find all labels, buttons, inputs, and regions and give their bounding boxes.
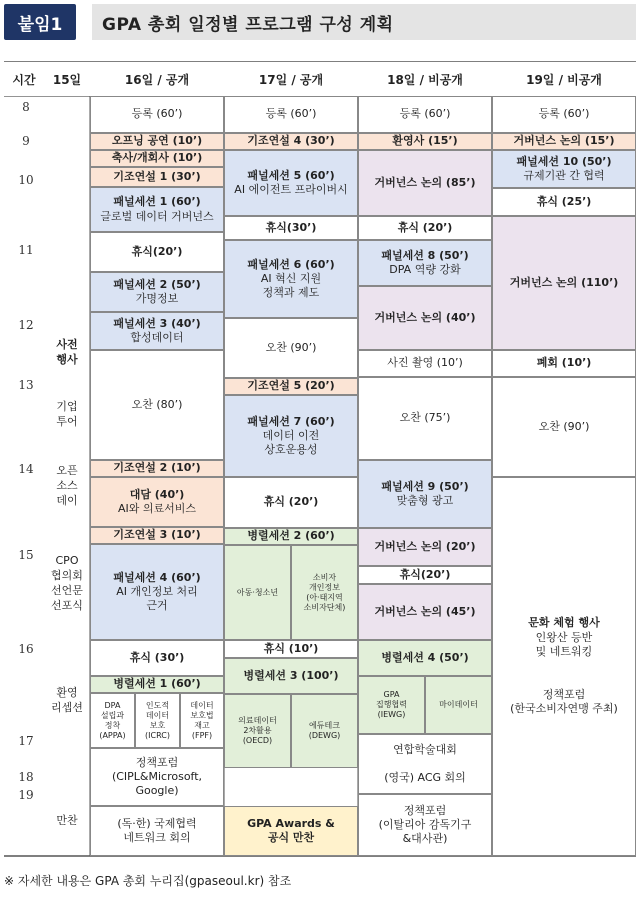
session-d18-forum: [358, 794, 492, 856]
session-d18-gov3: [358, 528, 492, 566]
hour-label: 19: [18, 788, 34, 802]
welcome-reception-label: 환영 리셉션: [51, 686, 83, 714]
session-d18-panel9: [358, 460, 492, 528]
session-title: 오프닝 공연 (10’): [111, 134, 203, 148]
day15-dinner-label: 만찬: [56, 814, 78, 827]
session-title: 패널세션 8 (50’): [381, 248, 469, 262]
session-title: 축사/개회사 (10’): [111, 151, 203, 165]
session-title: 오찬 (75’): [399, 411, 451, 425]
session-title: 병렬세션 1 (60’): [113, 677, 201, 691]
session-d19-gov1: [492, 133, 636, 150]
session-title: 거버넌스 논의 (85’): [374, 175, 476, 189]
session-detail: 인도적 데이터 보호 (ICRC): [145, 700, 170, 740]
session-title: 거버넌스 논의 (45’): [374, 604, 476, 618]
open-source-day-label: 오픈 소스 데이: [56, 464, 78, 507]
session-title: 패널세션 10 (50’): [516, 154, 612, 168]
session-detail: 소비자 개인정보 (아·태지역 소비자단체): [303, 572, 346, 612]
session-title: 기조연설 3 (10’): [113, 528, 201, 542]
session-d17-keynote4: [224, 133, 358, 150]
company-tour-label: 기업 투어: [56, 400, 78, 428]
session-d18-gov1: [358, 150, 492, 216]
session-title: 등록 (60’): [131, 107, 183, 121]
session-title: GPA Awards & 공식 만찬: [247, 816, 335, 844]
session-title: 패널세션 5 (60’): [247, 168, 335, 182]
session-detail: GPA 집행협력 (IEWG): [376, 690, 407, 719]
session-d18-break1: [358, 216, 492, 240]
hour-label: 15: [18, 548, 34, 562]
session-title: 거버넌스 논의 (15’): [513, 134, 615, 148]
session-title: 사진 촬영 (10’): [387, 356, 463, 370]
session-title: 휴식 (25’): [536, 194, 592, 208]
header-time: 시간: [4, 62, 44, 96]
cpo-declaration-label: CPO 협의회 선언문 선포식: [51, 554, 83, 612]
session-title: 휴식 (20’): [263, 495, 319, 509]
session-d17-lunch: [224, 318, 358, 378]
session-detail: 데이터 보호법 재고 (FPF): [190, 700, 214, 740]
session-d19-lunch: [492, 377, 636, 477]
hour-label: 13: [18, 378, 34, 392]
hour-label: 11: [18, 243, 34, 257]
session-d17-panel7: [224, 395, 358, 477]
session-title: 패널세션 9 (50’): [381, 479, 469, 493]
session-d17-p2a: [224, 545, 291, 640]
session-d16-keynote2: [90, 460, 224, 477]
session-d16-panel4: [90, 544, 224, 640]
session-d16-panel3: [90, 312, 224, 350]
session-d16-p1c: [180, 693, 224, 748]
session-title: 환영사 (15’): [392, 134, 458, 148]
session-d18-photo: [358, 350, 492, 377]
session-title: 거버넌스 논의 (40’): [374, 310, 476, 324]
session-detail: 합성데이터: [130, 331, 184, 344]
session-d16-keynote3: [90, 527, 224, 544]
session-title: 오찬 (90’): [538, 419, 590, 433]
session-title: 연합학술대회 (영국) ACG 회의: [384, 742, 466, 785]
session-d19-registration: [492, 96, 636, 133]
session-d16-panel1: [90, 187, 224, 232]
session-detail: DPA 역량 강화: [389, 263, 461, 276]
session-title: 등록 (60’): [538, 107, 590, 121]
session-detail: 규제기관 간 협력: [523, 169, 605, 182]
session-title: 등록 (60’): [399, 107, 451, 121]
session-detail: 마이데이터: [439, 700, 478, 709]
session-d18-gov4: [358, 584, 492, 640]
session-title: 휴식(20’): [131, 244, 183, 258]
session-detail: 글로벌 데이터 거버넌스: [100, 209, 214, 223]
hour-label: 14: [18, 462, 34, 476]
session-detail: DPA 설립과 정착 (APPA): [99, 700, 126, 740]
session-title: 정책포럼 (CIPL&Microsoft, Google): [111, 755, 203, 798]
session-d17-keynote5: [224, 378, 358, 395]
pre-event-label: 사전 행사: [56, 338, 78, 366]
hour-label: 18: [18, 770, 34, 784]
session-d19-closing: [492, 350, 636, 377]
header-day15: 15일: [44, 62, 90, 96]
session-d19-panel10: [492, 150, 636, 188]
session-d19-break: [492, 188, 636, 216]
header-day16: 16일 / 공개: [90, 62, 224, 96]
session-d17-panel6: [224, 240, 358, 318]
session-d18-parallel4: [358, 640, 492, 676]
hour-label: 12: [18, 318, 34, 332]
session-title: 휴식 (20’): [397, 220, 453, 234]
session-title: 기조연설 1 (30’): [113, 169, 201, 183]
session-title: 패널세션 1 (60’): [113, 195, 201, 209]
session-title: 등록 (60’): [265, 107, 317, 121]
header-day19: 19일 / 비공개: [492, 62, 636, 96]
session-title: 병렬세션 3 (100’): [243, 668, 339, 682]
header-day17: 17일 / 공개: [224, 62, 358, 96]
session-detail: AI 개인정보 처리 근거: [116, 584, 198, 613]
session-title: 오찬 (80’): [131, 397, 183, 411]
session-d16-registration: [90, 96, 224, 133]
hour-label: 9: [22, 134, 30, 148]
session-d17-p2b: [291, 545, 358, 640]
session-title: 거버넌스 논의 (110’): [509, 275, 619, 289]
session-title: 대담 (40’): [129, 487, 185, 501]
session-detail: 의료데이터 2차활용 (OECD): [238, 716, 277, 745]
session-d17-break2: [224, 477, 358, 528]
session-d16-congrats: [90, 150, 224, 167]
session-d18-break2: [358, 566, 492, 584]
session-d17-break1: [224, 216, 358, 240]
session-d18-lunch: [358, 377, 492, 460]
session-title: 기조연설 2 (10’): [113, 461, 201, 475]
session-detail: 아동·청소년: [236, 587, 279, 597]
session-title: 오찬 (90’): [265, 340, 317, 354]
session-d19-culture: [492, 477, 636, 856]
session-d16-p1b: [135, 693, 180, 748]
session-title: 병렬세션 4 (50’): [381, 650, 469, 664]
header-day18: 18일 / 비공개: [358, 62, 492, 96]
session-title: 기조연설 4 (30’): [247, 134, 335, 148]
session-title: 휴식 (10’): [263, 641, 319, 655]
session-d16-forum: [90, 748, 224, 806]
session-title: 패널세션 3 (40’): [113, 316, 201, 330]
session-d16-parallel1: [90, 676, 224, 693]
session-detail: AI 혁신 지원 정책과 제도: [260, 271, 322, 300]
session-d16-opening: [90, 133, 224, 150]
session-title: 패널세션 2 (50’): [113, 277, 201, 291]
session-d17-p3b: [291, 694, 358, 768]
session-title: 기조연설 5 (20’): [247, 379, 335, 393]
session-title: 문화 체험 행사: [528, 616, 600, 630]
session-d18-academic: [358, 734, 492, 794]
session-d16-network: [90, 806, 224, 856]
hour-label: 10: [18, 173, 34, 187]
session-d17-awards: [224, 806, 358, 856]
session-title: 패널세션 4 (60’): [113, 570, 201, 584]
session-d18-welcome: [358, 133, 492, 150]
session-detail: 맞춤형 광고: [396, 494, 454, 507]
session-d17-p3a: [224, 694, 291, 768]
session-title: 병렬세션 2 (60’): [247, 529, 335, 543]
hour-label: 17: [18, 734, 34, 748]
session-d16-panel2: [90, 272, 224, 312]
session-d18-registration: [358, 96, 492, 133]
session-title: 패널세션 7 (60’): [247, 414, 335, 428]
session-detail: 인왕산 등반 및 네트워킹 정책포럼 (한국소비자연맹 주최): [510, 630, 618, 716]
session-d17-parallel2: [224, 528, 358, 545]
session-d18-panel8: [358, 240, 492, 286]
session-detail: 가명정보: [135, 292, 179, 305]
session-title: 폐회 (10’): [536, 356, 592, 370]
session-d18-p4a: [358, 676, 425, 734]
session-title: (독·한) 국제협력 네트워크 회의: [117, 816, 197, 844]
footnote: ※ 자세한 내용은 GPA 총회 누리집(gpaseoul.kr) 참조: [4, 874, 292, 888]
session-d16-break2: [90, 640, 224, 676]
session-d17-registration: [224, 96, 358, 133]
session-d16-lunch: [90, 350, 224, 460]
session-title: 패널세션 6 (60’): [247, 257, 335, 271]
session-d16-break1: [90, 232, 224, 272]
day15-column: [44, 96, 90, 856]
session-title: 휴식(20’): [399, 567, 451, 581]
session-d18-p4b: [425, 676, 492, 734]
session-detail: 에듀테크 (DEWG): [308, 721, 341, 740]
session-detail: AI와 의료서비스: [117, 502, 197, 515]
session-title: 거버넌스 논의 (20’): [374, 539, 476, 553]
session-d16-keynote1: [90, 167, 224, 187]
appendix-badge: 붙임1: [4, 4, 76, 40]
session-d17-panel5: [224, 150, 358, 216]
session-detail: 데이터 이전 상호운용성: [262, 428, 320, 457]
hour-label: 16: [18, 642, 34, 656]
session-d16-p1a: [90, 693, 135, 748]
session-title: 정책포럼 (이탈리아 감독기구 &대사관): [378, 803, 472, 846]
session-d17-break3: [224, 640, 358, 658]
session-title: 휴식 (30’): [129, 650, 185, 664]
session-d17-parallel3: [224, 658, 358, 694]
document-title: GPA 총회 일정별 프로그램 구성 계획: [92, 4, 636, 40]
session-d16-dialogue: [90, 477, 224, 527]
session-d18-gov2: [358, 286, 492, 350]
session-d19-gov2: [492, 216, 636, 350]
session-detail: AI 에이전트 프라이버시: [234, 183, 348, 196]
hour-label: 8: [22, 100, 30, 114]
session-title: 휴식(30’): [265, 220, 317, 234]
